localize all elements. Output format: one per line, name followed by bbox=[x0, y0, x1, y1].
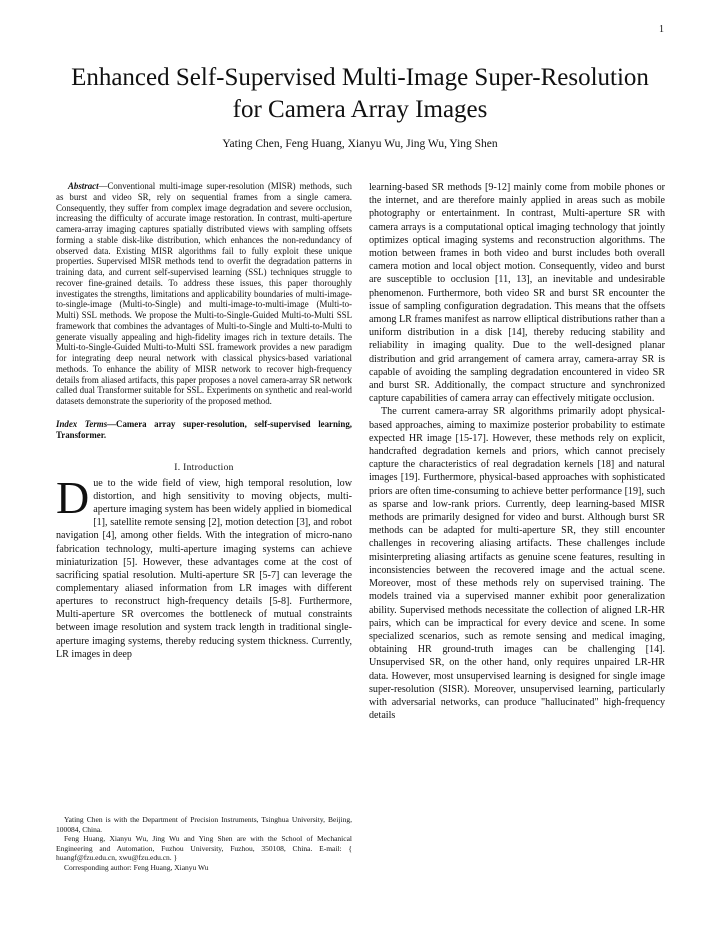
index-terms-text: —Camera array super-resolution, self-supervised learning, Transformer. bbox=[56, 418, 352, 440]
index-terms bbox=[56, 419, 352, 441]
footnote-corresponding-author: Corresponding author: Feng Huang, Xianyu Wu bbox=[64, 862, 209, 872]
section-heading-introduction: I. Introduction bbox=[174, 462, 234, 473]
page-number: 1 bbox=[659, 24, 664, 35]
intro-paragraph-1 bbox=[56, 471, 352, 661]
paper-title: Enhanced Self-Supervised Multi-Image Super-Resolution for Camera Array Images bbox=[71, 64, 649, 123]
dropcap-letter: D bbox=[56, 471, 90, 523]
footnote-affiliation-1: Yating Chen is with the Department of Precision Instruments, Tsinghua University, Beijing, 100084, China. bbox=[56, 815, 352, 834]
footnote-affiliation-2: Feng Huang, Xianyu Wu, Jing Wu and Ying Shen are with the School of Mechanical Engineering and Automation, Fuzhou University, Fuzhou, 350108, China. E-mail: { huangf@fzu.edu.cn, xwu@fzu.edu.cn. } bbox=[56, 834, 352, 862]
intro-paragraph-2: The current camera-array SR algorithms primarily adopt physical-based approaches, aiming to maximize posterior probability to estimate expected HR image [15-17]. However, these methods rely on explicit, handcrafted degradation kernels and priors, which cannot precisely capture the characteristics of real degradation kernels [18] and natural images [19]. Furthermore, physical-based approaches with sophisticated priors are often time-consuming to achieve better performance [19], such as sparse and low-rank priors. Currently, deep learning-based MISR methods are primarily designed for video and burst. Although burst SR methods can be adapted for multi-aperture SR, they still encounter challenges in recovering aliasing artifacts. These challenges include misinterpreting aliasing artifacts as genuine scene features, resulting in inconsistencies between the recovered image and the actual scene. Moreover, most of these methods rely on supervised training. The models trained via a supervised manner exhibit poor generalization ability. Supervised methods necessitate the collection of aligned LR-HR pairs, which can be impractical for every device and scene. In some specialized scenarios, such as remote sensing and medical imaging, obtaining HR ground-truth images can be challenging [14]. Unsupervised SR, on the other hand, only requires unpaired LR-HR data. However, most unsupervised learning is designed for single image super-resolution (SISR). Moreover, unsupervised learning, particularly with adversarial networks, can produce "hallucinated" high-frequency details bbox=[369, 406, 665, 722]
intro-paragraph-1-text: ue to the wide field of view, high temporal resolution, low distortion, and high sensitivity to moving objects, multi-aperture imaging system has been widely applied in biomedical [1], satellite remote sensing [2], motion detection [3], and robot navigation [4], among other fields. With the integration of micro-nano fabrication technology, multi-aperture imaging systems can achieve miniaturization [5]. However, these advantages come at the cost of sacrificing spatial resolution. Multi-aperture SR [5-7] can leverage the complementary aliased information from LR images with different apertures to reconstruct high-frequency details [5-8]. Furthermore, Multi-aperture SR overcomes the bottleneck of mutual constraints between image resolution and system track length in traditional single-aperture imaging systems, thereby reducing system thickness. Currently, LR images in deep bbox=[56, 477, 352, 660]
abstract bbox=[56, 181, 352, 407]
right-column bbox=[369, 181, 665, 722]
abstract-text: —Conventional multi-image super-resolution (MISR) methods, such as burst and video SR, rely on sequential frames from a single camera. Consequently, they suffer from complex image degradation and severe occlusion, increasing the difficulty of accurate image restoration. In contrast, multi-aperture camera-array imaging captures spatially distributed views with sampling offsets forming a stable disk-like distribution, which enhances the non-redundancy of observed data. Existing MISR algorithms fail to fully exploit these unique properties. Supervised MISR methods tend to overfit the degradation patterns in training data, and current self-supervised learning (SSL) techniques struggle to recover fine-grained details. To address these issues, this paper thoroughly investigates the strengths, limitations and applicability boundaries of multi-image-to-single-image (Multi-to-Single) and multi-image-to-multi-image (Multi-to-Multi) SSL methods. We propose the Multi-to-Single-Guided Multi-to-Multi SSL framework that combines the advantages of Multi-to-Single and Multi-to-Multi to generate visually appealing and high-fidelity images rich in texture details. The Multi-to-Single-Guided Multi-to-Multi SSL framework provides a new paradigm for integrating deep neural network with classical physics-based variational methods. To enhance the ability of MISR network to recover high-frequency details from aliased artifacts, this paper proposes a novel camera-array SR network called dual Transformer suitable for SSL. Experiments on synthetic and real-world datasets demonstrate the superiority of the proposed method. bbox=[56, 181, 352, 406]
intro-paragraph-1-continued: learning-based SR methods [9-12] mainly come from mobile phones or the internet, and are therefore mainly applied in areas such as mobile photography or entertainment. In contrast, Multi-aperture SR with camera arrays is a computational optical imaging technology that jointly optimizes optical imaging systems and reconstruction algorithms. The motion between frames in both video and burst includes both overall camera motion and local object motion. Consequently, video and burst are susceptible to occlusion [11, 13], an inevitable and undesirable phenomenon. Furthermore, both video SR and burst SR encounter the issue of sampling configuration degradation. This means that the offsets among LR frames manifest as narrow elliptical distributions rather than a uniform distribution in a disk [14], thereby reducing stability and reliability in imaging quality. Due to the well-designed planar distribution and grid arrangement of camera array, camera-array SR is capable of avoiding the sampling degradation encountered in video SR and burst SR. Additionally, the compact structure and synchronized capture capabilities of camera array can effectively mitigate occlusion. bbox=[369, 182, 665, 405]
abstract-label: Abstract bbox=[68, 181, 99, 191]
footnotes bbox=[56, 815, 352, 872]
left-column bbox=[56, 181, 352, 661]
index-terms-label: Index Terms bbox=[56, 418, 108, 429]
author-list: Yating Chen, Feng Huang, Xianyu Wu, Jing Wu, Ying Shen bbox=[222, 138, 498, 150]
